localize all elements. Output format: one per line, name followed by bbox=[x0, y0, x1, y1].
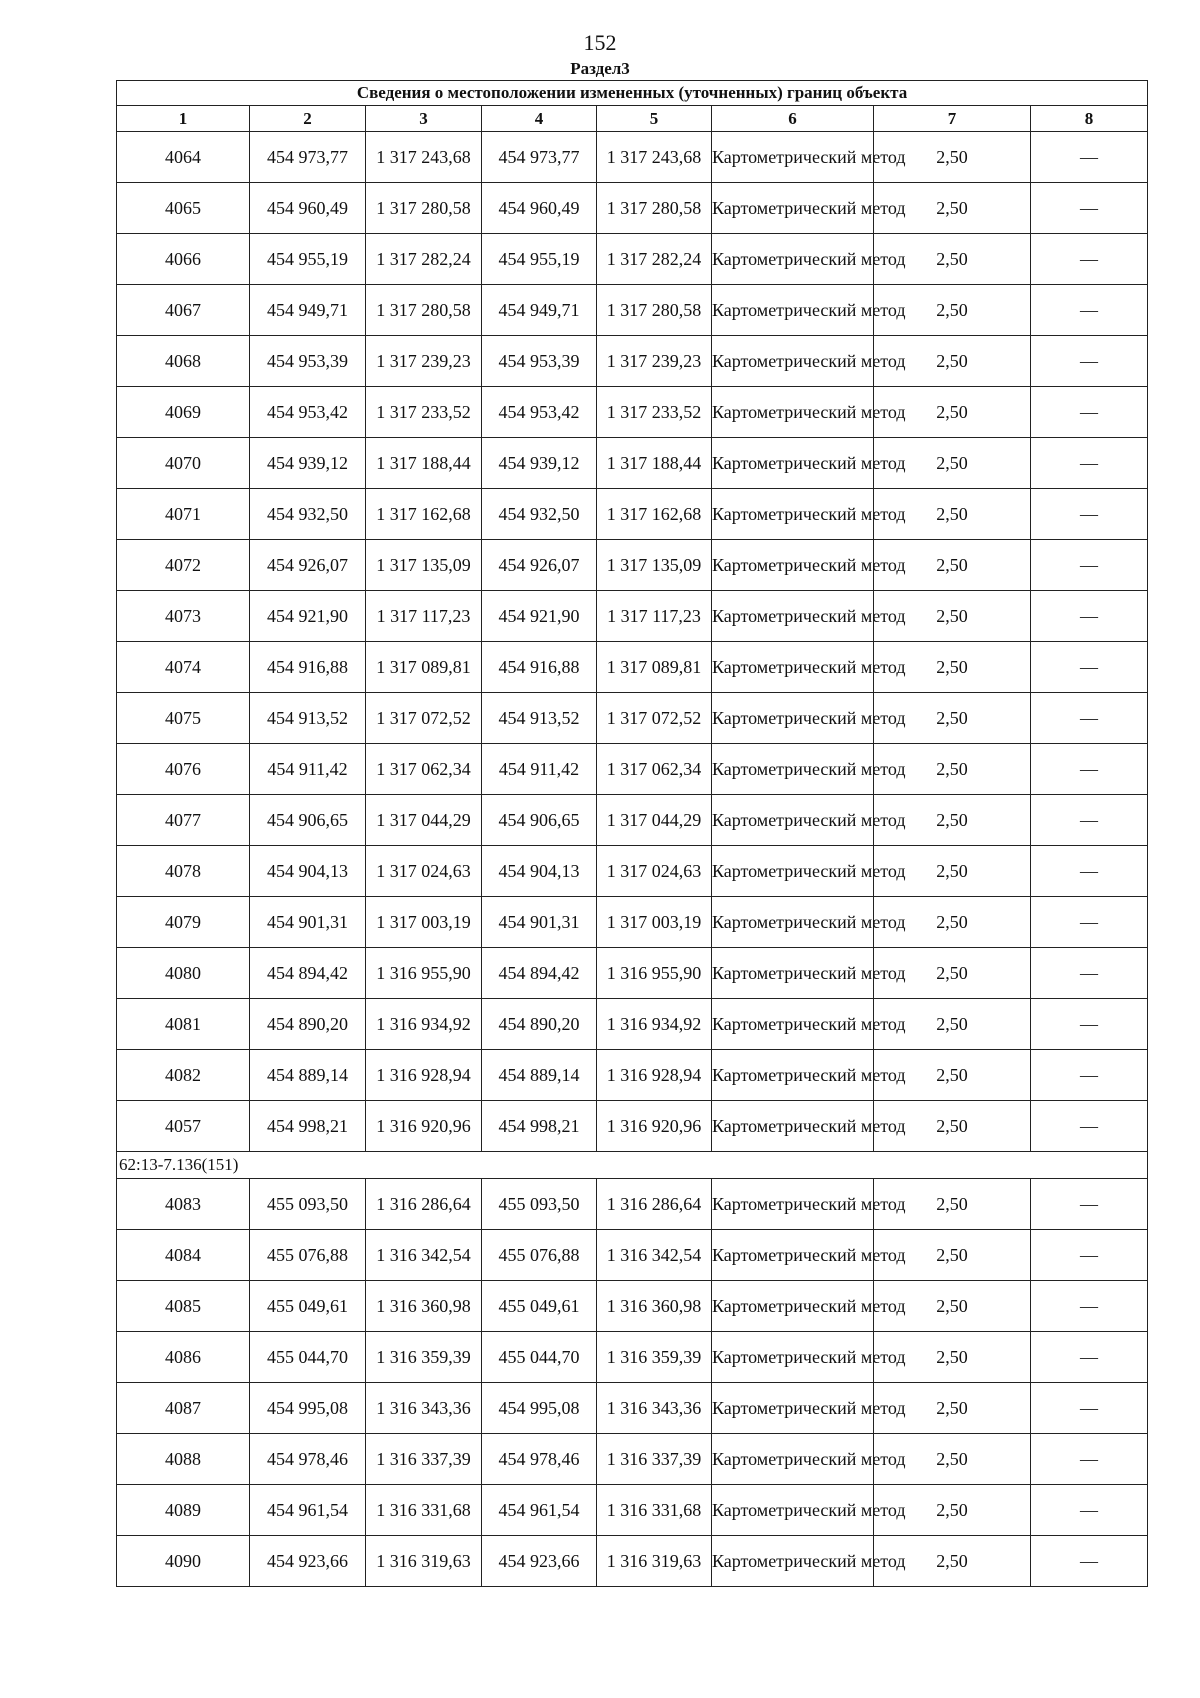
point-number-cell: 4084 bbox=[117, 1230, 250, 1281]
accuracy-cell: 2,50 bbox=[874, 132, 1031, 183]
y-old-cell: 1 316 286,64 bbox=[366, 1179, 482, 1230]
table-row bbox=[117, 132, 1148, 183]
x-new-cell: 454 904,13 bbox=[482, 846, 597, 897]
column-number: 1 bbox=[117, 106, 250, 132]
table-row bbox=[117, 1332, 1148, 1383]
x-old-cell: 454 995,08 bbox=[250, 1383, 366, 1434]
accuracy-cell: 2,50 bbox=[874, 846, 1031, 897]
x-old-cell: 454 913,52 bbox=[250, 693, 366, 744]
y-new-cell: 1 316 343,36 bbox=[597, 1383, 712, 1434]
y-new-cell: 1 317 239,23 bbox=[597, 336, 712, 387]
point-number-cell: 4067 bbox=[117, 285, 250, 336]
x-old-cell: 454 973,77 bbox=[250, 132, 366, 183]
table-row bbox=[117, 693, 1148, 744]
y-new-cell: 1 317 062,34 bbox=[597, 744, 712, 795]
table-row bbox=[117, 183, 1148, 234]
method-cell: Картометрический метод bbox=[712, 1179, 874, 1230]
y-new-cell: 1 317 044,29 bbox=[597, 795, 712, 846]
method-cell: Картометрический метод bbox=[712, 744, 874, 795]
method-cell: Картометрический метод bbox=[712, 1536, 874, 1587]
x-new-cell: 454 923,66 bbox=[482, 1536, 597, 1587]
point-number-cell: 4078 bbox=[117, 846, 250, 897]
y-new-cell: 1 316 920,96 bbox=[597, 1101, 712, 1152]
column-number: 3 bbox=[366, 106, 482, 132]
description-cell: — bbox=[1031, 795, 1148, 846]
point-number-cell: 4068 bbox=[117, 336, 250, 387]
x-new-cell: 454 995,08 bbox=[482, 1383, 597, 1434]
accuracy-cell: 2,50 bbox=[874, 1383, 1031, 1434]
accuracy-cell: 2,50 bbox=[874, 234, 1031, 285]
method-cell: Картометрический метод bbox=[712, 234, 874, 285]
accuracy-cell: 2,50 bbox=[874, 642, 1031, 693]
y-old-cell: 1 316 343,36 bbox=[366, 1383, 482, 1434]
x-new-cell: 455 076,88 bbox=[482, 1230, 597, 1281]
y-new-cell: 1 317 282,24 bbox=[597, 234, 712, 285]
table-row bbox=[117, 1230, 1148, 1281]
table-row bbox=[117, 1101, 1148, 1152]
point-number-cell: 4080 bbox=[117, 948, 250, 999]
y-old-cell: 1 317 162,68 bbox=[366, 489, 482, 540]
y-new-cell: 1 316 359,39 bbox=[597, 1332, 712, 1383]
x-new-cell: 454 978,46 bbox=[482, 1434, 597, 1485]
description-cell: — bbox=[1031, 489, 1148, 540]
y-old-cell: 1 316 955,90 bbox=[366, 948, 482, 999]
method-cell: Картометрический метод bbox=[712, 591, 874, 642]
table-caption-row bbox=[117, 81, 1148, 106]
y-new-cell: 1 316 360,98 bbox=[597, 1281, 712, 1332]
x-new-cell: 454 953,39 bbox=[482, 336, 597, 387]
x-old-cell: 454 953,42 bbox=[250, 387, 366, 438]
x-old-cell: 454 889,14 bbox=[250, 1050, 366, 1101]
column-numbers-row bbox=[117, 106, 1148, 132]
table-row bbox=[117, 846, 1148, 897]
accuracy-cell: 2,50 bbox=[874, 897, 1031, 948]
y-old-cell: 1 316 342,54 bbox=[366, 1230, 482, 1281]
description-cell: — bbox=[1031, 999, 1148, 1050]
y-old-cell: 1 317 135,09 bbox=[366, 540, 482, 591]
description-cell: — bbox=[1031, 336, 1148, 387]
method-cell: Картометрический метод bbox=[712, 1383, 874, 1434]
x-new-cell: 454 932,50 bbox=[482, 489, 597, 540]
description-cell: — bbox=[1031, 1434, 1148, 1485]
y-old-cell: 1 317 062,34 bbox=[366, 744, 482, 795]
description-cell: — bbox=[1031, 1230, 1148, 1281]
y-old-cell: 1 316 928,94 bbox=[366, 1050, 482, 1101]
x-new-cell: 454 889,14 bbox=[482, 1050, 597, 1101]
y-new-cell: 1 317 003,19 bbox=[597, 897, 712, 948]
accuracy-cell: 2,50 bbox=[874, 183, 1031, 234]
y-old-cell: 1 316 319,63 bbox=[366, 1536, 482, 1587]
point-number-cell: 4075 bbox=[117, 693, 250, 744]
x-old-cell: 454 890,20 bbox=[250, 999, 366, 1050]
description-cell: — bbox=[1031, 438, 1148, 489]
table-row bbox=[117, 1485, 1148, 1536]
y-new-cell: 1 317 162,68 bbox=[597, 489, 712, 540]
x-new-cell: 454 890,20 bbox=[482, 999, 597, 1050]
table-row bbox=[117, 1383, 1148, 1434]
method-cell: Картометрический метод bbox=[712, 999, 874, 1050]
description-cell: — bbox=[1031, 1050, 1148, 1101]
description-cell: — bbox=[1031, 1536, 1148, 1587]
accuracy-cell: 2,50 bbox=[874, 336, 1031, 387]
accuracy-cell: 2,50 bbox=[874, 540, 1031, 591]
point-number-cell: 4076 bbox=[117, 744, 250, 795]
table-row bbox=[117, 336, 1148, 387]
x-old-cell: 454 998,21 bbox=[250, 1101, 366, 1152]
method-cell: Картометрический метод bbox=[712, 1050, 874, 1101]
method-cell: Картометрический метод bbox=[712, 897, 874, 948]
table-row bbox=[117, 234, 1148, 285]
table-caption: Сведения о местоположении измененных (уточненных) границ объекта bbox=[117, 81, 1148, 106]
description-cell: — bbox=[1031, 897, 1148, 948]
x-new-cell: 454 973,77 bbox=[482, 132, 597, 183]
method-cell: Картометрический метод bbox=[712, 1434, 874, 1485]
point-number-cell: 4082 bbox=[117, 1050, 250, 1101]
y-old-cell: 1 317 280,58 bbox=[366, 183, 482, 234]
accuracy-cell: 2,50 bbox=[874, 999, 1031, 1050]
point-number-cell: 4077 bbox=[117, 795, 250, 846]
table-row bbox=[117, 285, 1148, 336]
y-new-cell: 1 317 233,52 bbox=[597, 387, 712, 438]
column-number: 7 bbox=[874, 106, 1031, 132]
x-old-cell: 454 960,49 bbox=[250, 183, 366, 234]
point-number-cell: 4081 bbox=[117, 999, 250, 1050]
y-new-cell: 1 317 280,58 bbox=[597, 183, 712, 234]
accuracy-cell: 2,50 bbox=[874, 795, 1031, 846]
y-new-cell: 1 317 024,63 bbox=[597, 846, 712, 897]
y-new-cell: 1 316 319,63 bbox=[597, 1536, 712, 1587]
table-row bbox=[117, 1281, 1148, 1332]
page-number: 152 bbox=[583, 30, 617, 55]
method-cell: Картометрический метод bbox=[712, 948, 874, 999]
accuracy-cell: 2,50 bbox=[874, 693, 1031, 744]
method-cell: Картометрический метод bbox=[712, 1332, 874, 1383]
x-old-cell: 454 949,71 bbox=[250, 285, 366, 336]
description-cell: — bbox=[1031, 387, 1148, 438]
group-row bbox=[117, 1152, 1148, 1179]
y-old-cell: 1 316 331,68 bbox=[366, 1485, 482, 1536]
x-new-cell: 454 953,42 bbox=[482, 387, 597, 438]
point-number-cell: 4065 bbox=[117, 183, 250, 234]
accuracy-cell: 2,50 bbox=[874, 1281, 1031, 1332]
x-old-cell: 454 926,07 bbox=[250, 540, 366, 591]
description-cell: — bbox=[1031, 1485, 1148, 1536]
description-cell: — bbox=[1031, 1332, 1148, 1383]
point-number-cell: 4079 bbox=[117, 897, 250, 948]
x-new-cell: 454 911,42 bbox=[482, 744, 597, 795]
point-number-cell: 4071 bbox=[117, 489, 250, 540]
description-cell: — bbox=[1031, 846, 1148, 897]
section-title: Раздел3 bbox=[570, 59, 630, 78]
point-number-cell: 4074 bbox=[117, 642, 250, 693]
table-row bbox=[117, 540, 1148, 591]
column-number: 6 bbox=[712, 106, 874, 132]
point-number-cell: 4089 bbox=[117, 1485, 250, 1536]
point-number-cell: 4088 bbox=[117, 1434, 250, 1485]
accuracy-cell: 2,50 bbox=[874, 285, 1031, 336]
y-new-cell: 1 316 331,68 bbox=[597, 1485, 712, 1536]
x-old-cell: 454 953,39 bbox=[250, 336, 366, 387]
y-new-cell: 1 316 934,92 bbox=[597, 999, 712, 1050]
table-row bbox=[117, 591, 1148, 642]
x-new-cell: 454 894,42 bbox=[482, 948, 597, 999]
y-old-cell: 1 317 243,68 bbox=[366, 132, 482, 183]
y-new-cell: 1 316 928,94 bbox=[597, 1050, 712, 1101]
column-number: 4 bbox=[482, 106, 597, 132]
table-row bbox=[117, 1179, 1148, 1230]
y-old-cell: 1 317 117,23 bbox=[366, 591, 482, 642]
description-cell: — bbox=[1031, 1281, 1148, 1332]
table-row bbox=[117, 1536, 1148, 1587]
table-row bbox=[117, 642, 1148, 693]
point-number-cell: 4090 bbox=[117, 1536, 250, 1587]
point-number-cell: 4085 bbox=[117, 1281, 250, 1332]
x-new-cell: 454 949,71 bbox=[482, 285, 597, 336]
description-cell: — bbox=[1031, 285, 1148, 336]
table-row bbox=[117, 1050, 1148, 1101]
accuracy-cell: 2,50 bbox=[874, 387, 1031, 438]
y-old-cell: 1 317 282,24 bbox=[366, 234, 482, 285]
y-old-cell: 1 316 934,92 bbox=[366, 999, 482, 1050]
x-old-cell: 454 939,12 bbox=[250, 438, 366, 489]
y-old-cell: 1 317 003,19 bbox=[366, 897, 482, 948]
method-cell: Картометрический метод bbox=[712, 846, 874, 897]
accuracy-cell: 2,50 bbox=[874, 591, 1031, 642]
y-new-cell: 1 317 135,09 bbox=[597, 540, 712, 591]
x-old-cell: 454 955,19 bbox=[250, 234, 366, 285]
accuracy-cell: 2,50 bbox=[874, 744, 1031, 795]
description-cell: — bbox=[1031, 1101, 1148, 1152]
y-old-cell: 1 317 044,29 bbox=[366, 795, 482, 846]
description-cell: — bbox=[1031, 1383, 1148, 1434]
x-new-cell: 454 939,12 bbox=[482, 438, 597, 489]
x-new-cell: 454 921,90 bbox=[482, 591, 597, 642]
x-old-cell: 455 076,88 bbox=[250, 1230, 366, 1281]
method-cell: Картометрический метод bbox=[712, 489, 874, 540]
coordinates-table bbox=[116, 80, 1148, 1587]
y-new-cell: 1 316 337,39 bbox=[597, 1434, 712, 1485]
y-old-cell: 1 316 359,39 bbox=[366, 1332, 482, 1383]
description-cell: — bbox=[1031, 234, 1148, 285]
y-new-cell: 1 316 955,90 bbox=[597, 948, 712, 999]
x-old-cell: 454 921,90 bbox=[250, 591, 366, 642]
accuracy-cell: 2,50 bbox=[874, 1485, 1031, 1536]
column-number: 5 bbox=[597, 106, 712, 132]
table-row bbox=[117, 948, 1148, 999]
accuracy-cell: 2,50 bbox=[874, 1101, 1031, 1152]
group-label: 62:13-7.136(151) bbox=[117, 1152, 1148, 1179]
x-new-cell: 455 093,50 bbox=[482, 1179, 597, 1230]
method-cell: Картометрический метод bbox=[712, 1101, 874, 1152]
method-cell: Картометрический метод bbox=[712, 540, 874, 591]
x-old-cell: 455 093,50 bbox=[250, 1179, 366, 1230]
point-number-cell: 4066 bbox=[117, 234, 250, 285]
method-cell: Картометрический метод bbox=[712, 1230, 874, 1281]
x-old-cell: 454 904,13 bbox=[250, 846, 366, 897]
table-row bbox=[117, 1434, 1148, 1485]
y-old-cell: 1 316 920,96 bbox=[366, 1101, 482, 1152]
x-old-cell: 454 978,46 bbox=[250, 1434, 366, 1485]
description-cell: — bbox=[1031, 642, 1148, 693]
x-old-cell: 454 906,65 bbox=[250, 795, 366, 846]
x-old-cell: 454 901,31 bbox=[250, 897, 366, 948]
method-cell: Картометрический метод bbox=[712, 795, 874, 846]
y-old-cell: 1 317 233,52 bbox=[366, 387, 482, 438]
y-old-cell: 1 317 188,44 bbox=[366, 438, 482, 489]
accuracy-cell: 2,50 bbox=[874, 1332, 1031, 1383]
y-old-cell: 1 317 280,58 bbox=[366, 285, 482, 336]
y-old-cell: 1 317 239,23 bbox=[366, 336, 482, 387]
x-new-cell: 454 955,19 bbox=[482, 234, 597, 285]
x-new-cell: 454 916,88 bbox=[482, 642, 597, 693]
x-new-cell: 454 998,21 bbox=[482, 1101, 597, 1152]
description-cell: — bbox=[1031, 1179, 1148, 1230]
x-new-cell: 455 044,70 bbox=[482, 1332, 597, 1383]
description-cell: — bbox=[1031, 132, 1148, 183]
y-new-cell: 1 317 243,68 bbox=[597, 132, 712, 183]
method-cell: Картометрический метод bbox=[712, 438, 874, 489]
x-old-cell: 454 894,42 bbox=[250, 948, 366, 999]
y-new-cell: 1 317 117,23 bbox=[597, 591, 712, 642]
accuracy-cell: 2,50 bbox=[874, 438, 1031, 489]
x-old-cell: 454 961,54 bbox=[250, 1485, 366, 1536]
method-cell: Картометрический метод bbox=[712, 387, 874, 438]
method-cell: Картометрический метод bbox=[712, 693, 874, 744]
x-new-cell: 455 049,61 bbox=[482, 1281, 597, 1332]
y-old-cell: 1 316 337,39 bbox=[366, 1434, 482, 1485]
y-new-cell: 1 317 280,58 bbox=[597, 285, 712, 336]
table-row bbox=[117, 897, 1148, 948]
description-cell: — bbox=[1031, 948, 1148, 999]
point-number-cell: 4069 bbox=[117, 387, 250, 438]
description-cell: — bbox=[1031, 183, 1148, 234]
x-old-cell: 454 916,88 bbox=[250, 642, 366, 693]
method-cell: Картометрический метод bbox=[712, 132, 874, 183]
method-cell: Картометрический метод bbox=[712, 1485, 874, 1536]
table-row bbox=[117, 438, 1148, 489]
y-old-cell: 1 317 024,63 bbox=[366, 846, 482, 897]
description-cell: — bbox=[1031, 540, 1148, 591]
accuracy-cell: 2,50 bbox=[874, 1536, 1031, 1587]
y-old-cell: 1 316 360,98 bbox=[366, 1281, 482, 1332]
description-cell: — bbox=[1031, 591, 1148, 642]
method-cell: Картометрический метод bbox=[712, 642, 874, 693]
description-cell: — bbox=[1031, 693, 1148, 744]
point-number-cell: 4064 bbox=[117, 132, 250, 183]
description-cell: — bbox=[1031, 744, 1148, 795]
point-number-cell: 4086 bbox=[117, 1332, 250, 1383]
y-old-cell: 1 317 072,52 bbox=[366, 693, 482, 744]
y-new-cell: 1 317 188,44 bbox=[597, 438, 712, 489]
column-number: 2 bbox=[250, 106, 366, 132]
table-row bbox=[117, 387, 1148, 438]
y-new-cell: 1 316 342,54 bbox=[597, 1230, 712, 1281]
accuracy-cell: 2,50 bbox=[874, 1179, 1031, 1230]
column-number: 8 bbox=[1031, 106, 1148, 132]
x-new-cell: 454 926,07 bbox=[482, 540, 597, 591]
accuracy-cell: 2,50 bbox=[874, 1230, 1031, 1281]
x-old-cell: 454 911,42 bbox=[250, 744, 366, 795]
x-old-cell: 455 044,70 bbox=[250, 1332, 366, 1383]
accuracy-cell: 2,50 bbox=[874, 948, 1031, 999]
y-old-cell: 1 317 089,81 bbox=[366, 642, 482, 693]
point-number-cell: 4072 bbox=[117, 540, 250, 591]
method-cell: Картометрический метод bbox=[712, 285, 874, 336]
x-new-cell: 454 913,52 bbox=[482, 693, 597, 744]
accuracy-cell: 2,50 bbox=[874, 1050, 1031, 1101]
table-row bbox=[117, 489, 1148, 540]
table-body bbox=[117, 81, 1148, 1587]
x-new-cell: 454 901,31 bbox=[482, 897, 597, 948]
x-new-cell: 454 961,54 bbox=[482, 1485, 597, 1536]
accuracy-cell: 2,50 bbox=[874, 489, 1031, 540]
point-number-cell: 4070 bbox=[117, 438, 250, 489]
table-row bbox=[117, 999, 1148, 1050]
table-row bbox=[117, 744, 1148, 795]
x-old-cell: 454 923,66 bbox=[250, 1536, 366, 1587]
accuracy-cell: 2,50 bbox=[874, 1434, 1031, 1485]
method-cell: Картометрический метод bbox=[712, 183, 874, 234]
y-new-cell: 1 317 072,52 bbox=[597, 693, 712, 744]
point-number-cell: 4073 bbox=[117, 591, 250, 642]
x-old-cell: 455 049,61 bbox=[250, 1281, 366, 1332]
x-new-cell: 454 960,49 bbox=[482, 183, 597, 234]
point-number-cell: 4057 bbox=[117, 1101, 250, 1152]
x-new-cell: 454 906,65 bbox=[482, 795, 597, 846]
method-cell: Картометрический метод bbox=[712, 336, 874, 387]
table-row bbox=[117, 795, 1148, 846]
point-number-cell: 4083 bbox=[117, 1179, 250, 1230]
point-number-cell: 4087 bbox=[117, 1383, 250, 1434]
x-old-cell: 454 932,50 bbox=[250, 489, 366, 540]
y-new-cell: 1 316 286,64 bbox=[597, 1179, 712, 1230]
y-new-cell: 1 317 089,81 bbox=[597, 642, 712, 693]
method-cell: Картометрический метод bbox=[712, 1281, 874, 1332]
